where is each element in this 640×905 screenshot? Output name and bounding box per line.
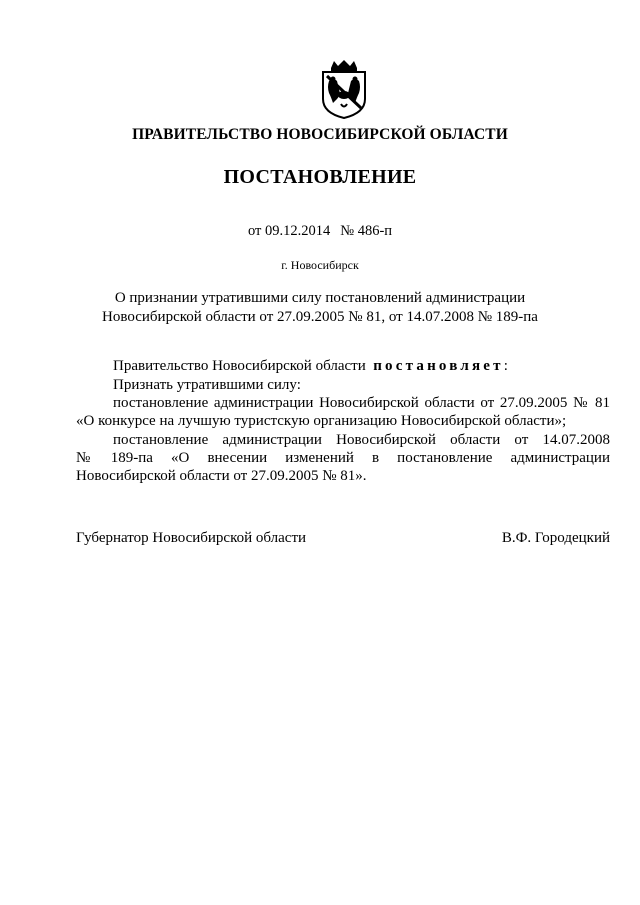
document-date: от 09.12.2014 xyxy=(247,223,331,239)
document-number: № 486-п xyxy=(340,223,393,239)
document-subject xyxy=(0,289,640,327)
item-intro: Признать утратившими силу: xyxy=(113,377,301,393)
document-type: ПОСТАНОВЛЕНИЕ xyxy=(223,166,417,188)
signature-position: Губернатор Новосибирской области xyxy=(76,530,307,546)
government-title: ПРАВИТЕЛЬСТВО НОВОСИБИРСКОЙ ОБЛАСТИ xyxy=(132,126,508,143)
document-date-number xyxy=(0,223,640,240)
item-2-line-1: постановление администрации Новосибирской области от 14.07.2008 xyxy=(113,432,610,448)
item-2-line-2: № 189-па «О внесении изменений в постановление администрации xyxy=(76,450,610,466)
item-1-line-2: «О конкурсе на лучшую туристскую организацию Новосибирской области»; xyxy=(76,413,567,429)
decree-word: постановляет xyxy=(373,358,504,374)
document-city: г. Новосибирск xyxy=(281,258,359,272)
subject-line: О признании утратившими силу постановлений администрации xyxy=(114,290,526,306)
item-1-line-1: постановление администрации Новосибирской области от 27.09.2005 № 81 xyxy=(113,395,610,411)
coat-of-arms-icon xyxy=(319,59,369,119)
preamble: Правительство Новосибирской области постановляет: xyxy=(113,358,508,374)
subject-line: Новосибирской области от 27.09.2005 № 81, от 14.07.2008 № 189-па xyxy=(102,309,538,325)
item-2-line-3: Новосибирской области от 27.09.2005 № 81». xyxy=(76,468,367,484)
signature-name: В.Ф. Городецкий xyxy=(501,530,610,546)
